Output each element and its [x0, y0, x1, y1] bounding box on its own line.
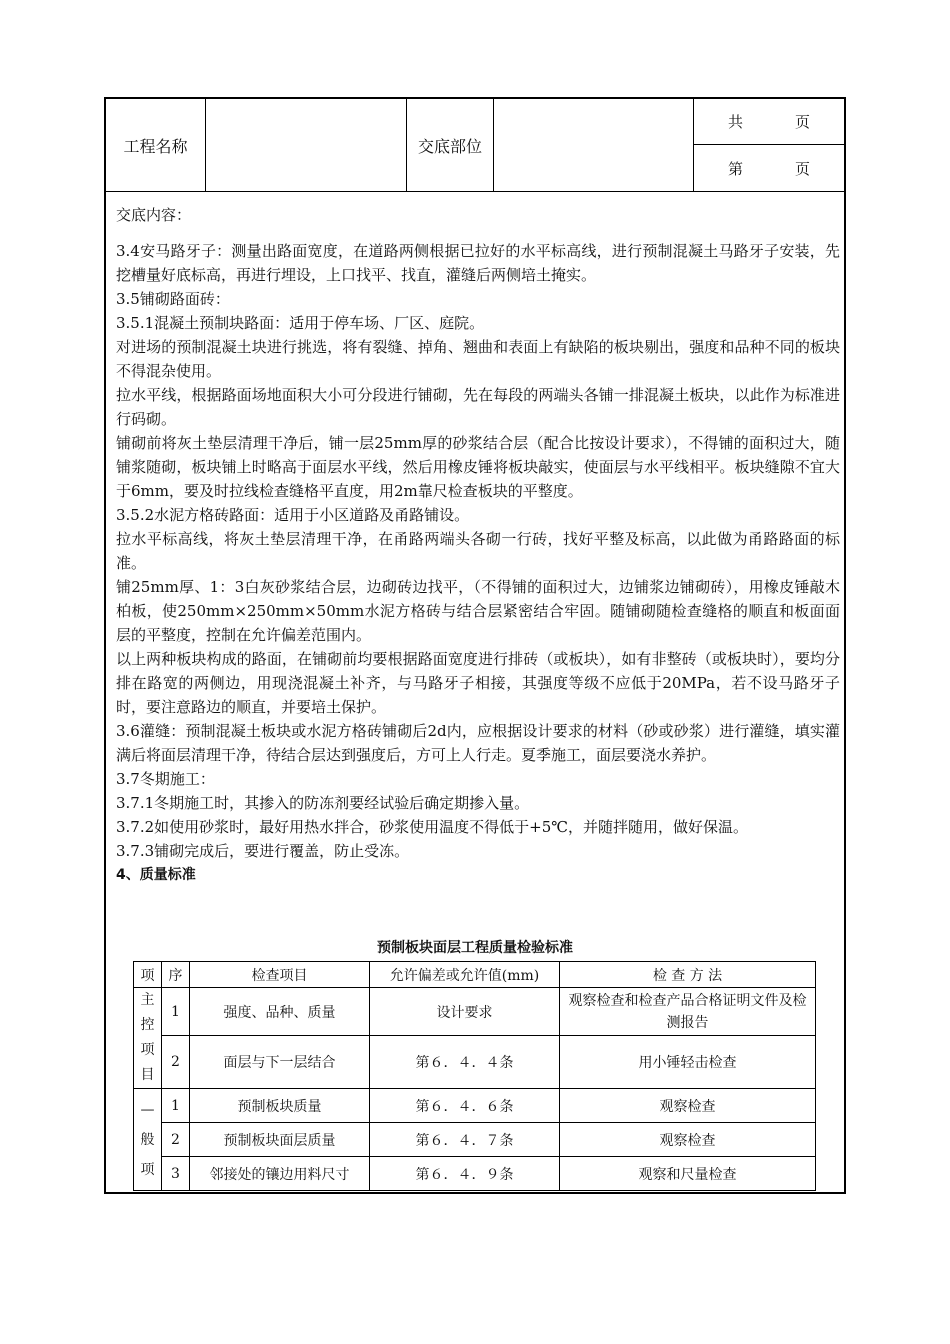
table-row: [134, 988, 816, 1036]
row-no: 1: [162, 1089, 190, 1123]
header-cell: 允许偏差或允许值(mm): [370, 962, 560, 988]
row-method: 观察检查: [560, 1089, 816, 1123]
paragraph: 3.7.2如使用砂浆时，最好用热水拌合，砂浆使用温度不得低于+5℃，并随拌随用，做好保温。: [116, 818, 749, 836]
header-cell: 检查项目: [190, 962, 370, 988]
table-row: [134, 1157, 816, 1191]
paragraph: 拉水平标高线，将灰土垫层清理干净，在甬路两端头各砌一行砖，找好平整及标高，以此做为甬路路面的标准。: [116, 530, 840, 572]
group-char: 控: [140, 1017, 155, 1033]
group-char: 目: [140, 1067, 155, 1083]
row-method: 观察和尺量检查: [560, 1157, 816, 1191]
group-char: 般: [140, 1131, 155, 1148]
header-cell: 序: [162, 962, 190, 988]
paragraph: 3.7冬期施工：: [116, 770, 215, 788]
project-name-label: 工程名称: [106, 99, 206, 191]
row-no: 2: [162, 1036, 190, 1089]
paragraph: 3.5铺砌路面砖：: [116, 290, 230, 308]
paragraph: 铺25mm厚、1：3白灰砂浆结合层，边砌砖边找平，（不得铺的面积过大，边铺浆边铺砌砖），用橡皮锤敲木柏板，使250mm×250mm×50mm水泥方格砖与结合层紧密结合牢固。随铺砌随检查缝格的顺直和板面面层的平整度，控制在允许偏差范围内。: [116, 578, 840, 644]
row-no: 1: [162, 988, 190, 1036]
total-pages: [694, 99, 844, 145]
paragraph: 3.5.2水泥方格砖路面：适用于小区道路及甬路铺设。: [116, 506, 470, 524]
row-item: 预制板块质量: [190, 1089, 370, 1123]
table-row: [134, 1089, 816, 1123]
group-char: 项: [140, 1161, 155, 1178]
row-no: 2: [162, 1123, 190, 1157]
group-general: [134, 1089, 162, 1191]
header-cell: 检 查 方 法: [560, 962, 816, 988]
paragraph: 3.7.1冬期施工时，其掺入的防冻剂要经试验后确定期掺入量。: [116, 794, 530, 812]
paragraph: 3.4安马路牙子：测量出路面宽度，在道路两侧根据已拉好的水平标高线，进行预制混凝土马路牙子安装，先挖槽量好底标高，再进行埋设，上口找平、找直，灌缝后两侧培土掩实。: [116, 242, 840, 284]
row-method: 用小锤轻击检查: [560, 1036, 816, 1089]
paragraph: 3.6灌缝：预制混凝土板块或水泥方格砖铺砌后2d内，应根据设计要求的材料（砂或砂浆）进行灌缝，填实灌满后将面层清理干净，待结合层达到强度后，方可上人行走。夏季施工，面层要浇水养护。: [116, 722, 840, 764]
page-number-unit: 页: [794, 159, 810, 178]
total-pages-unit: 页: [794, 113, 810, 131]
row-no: 3: [162, 1157, 190, 1191]
total-pages-label: 共: [728, 113, 744, 131]
page-number: [694, 145, 844, 191]
content-heading: 交底内容：: [116, 206, 192, 224]
row-value: 设计要求: [370, 988, 560, 1036]
row-method: 观察检查: [560, 1123, 816, 1157]
form-header: [106, 99, 844, 192]
row-item: 预制板块面层质量: [190, 1123, 370, 1157]
row-item: 面层与下一层结合: [190, 1036, 370, 1089]
table-row: [134, 1123, 816, 1157]
row-item: 强度、品种、质量: [190, 988, 370, 1036]
paragraph: 对进场的预制混凝土块进行挑选，将有裂缝、掉角、翘曲和表面上有缺陷的板块剔出，强度和品种不同的板块不得混杂使用。: [116, 338, 840, 380]
header-cell: 项: [134, 962, 162, 988]
page-number-label: 第: [728, 159, 744, 178]
group-char: —: [140, 1101, 155, 1118]
group-char: 项: [140, 1042, 155, 1058]
paragraph: 铺砌前将灰土垫层清理干净后，铺一层25mm厚的砂浆结合层（配合比按设计要求），不得铺的面积过大，随铺浆随砌，板块铺上时略高于面层水平线，然后用橡皮锤将板块敲实，使面层与水平线相平。板块缝隙不宜大于6mm，要及时拉线检查缝格平直度，用2m靠尺检查板块的平整度。: [116, 434, 840, 500]
table-row: [134, 1036, 816, 1089]
row-value: 第６．４．９条: [370, 1157, 560, 1191]
quality-table: [133, 961, 816, 1191]
paragraph: 以上两种板块构成的路面，在铺砌前均要根据路面宽度进行排砖（或板块），如有非整砖（或板块时），要均分排在路宽的两侧边，用现浇混凝土补齐，与马路牙子相接，其强度等级不应低于20MPa，若不设马路牙子时，要注意路边的顺直，并要培土保护。: [116, 650, 840, 716]
project-name-value: [206, 99, 407, 191]
paragraph: 3.5.1混凝土预制块路面：适用于停车场、厂区、庭院。: [116, 314, 485, 332]
row-method: 观察检查和检查产品合格证明文件及检测报告: [560, 988, 816, 1036]
disclosure-form: [104, 97, 846, 1194]
row-value: 第６．４．４条: [370, 1036, 560, 1089]
location-value: [494, 99, 694, 191]
row-value: 第６．４．６条: [370, 1089, 560, 1123]
row-item: 邻接处的镶边用料尺寸: [190, 1157, 370, 1191]
row-value: 第６．４．７条: [370, 1123, 560, 1157]
table-header-row: [134, 962, 816, 988]
table-title: 预制板块面层工程质量检验标准: [377, 940, 573, 956]
paragraph: 3.7.3铺砌完成后，要进行覆盖，防止受冻。: [116, 842, 410, 860]
paragraph: 拉水平线，根据路面场地面积大小可分段进行铺砌，先在每段的两端头各铺一排混凝土板块，以此作为标准进行码砌。: [116, 386, 840, 428]
group-main: [134, 988, 162, 1089]
section-heading: 4、质量标准: [116, 867, 196, 883]
disclosure-content: [116, 203, 840, 887]
location-label: 交底部位: [407, 99, 494, 191]
group-char: 主: [140, 992, 155, 1008]
